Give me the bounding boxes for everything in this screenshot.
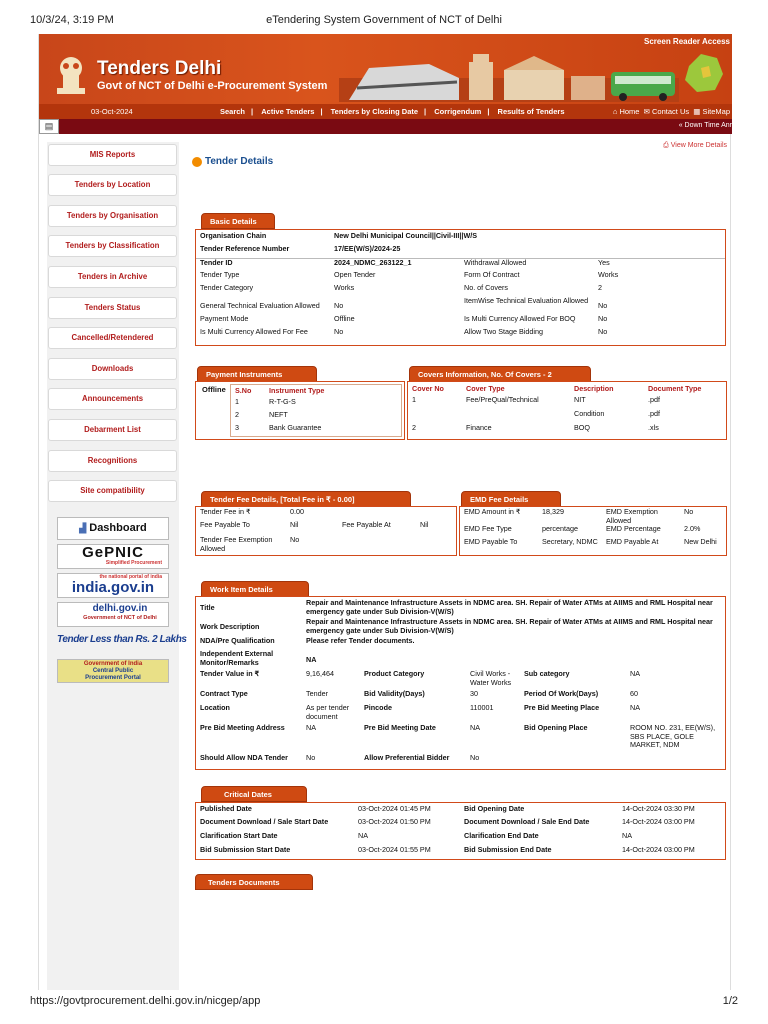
cover-type-header: Cover Type bbox=[466, 384, 505, 393]
nav-sep: | bbox=[251, 107, 254, 116]
screen-reader-link[interactable]: Screen Reader Access bbox=[644, 37, 730, 46]
doc-download-start-label: Document Download / Sale Start Date bbox=[200, 817, 329, 826]
payment-mode-label: Payment Mode bbox=[200, 314, 249, 323]
tender-ref-value: 17/EE(W/S)/2024-25 bbox=[334, 244, 401, 253]
instrument-type: R-T-G-S bbox=[269, 397, 296, 406]
cover-description: NIT bbox=[574, 395, 586, 404]
sidebar-item-tenders-status[interactable]: Tenders Status bbox=[48, 297, 177, 319]
tender-type-label: Tender Type bbox=[200, 270, 240, 279]
iem-value: NA bbox=[306, 654, 317, 664]
payment-instruments-tab: Payment Instruments bbox=[197, 366, 317, 382]
sub-category-label: Sub category bbox=[524, 669, 570, 678]
work-item-tab: Work Item Details bbox=[201, 581, 309, 597]
clarification-end-label: Clarification End Date bbox=[464, 831, 539, 840]
cover-type: Fee/PreQual/Technical bbox=[466, 395, 539, 404]
fee-payable-at-label: Fee Payable At bbox=[342, 520, 391, 529]
emd-amount-label: EMD Amount in ₹ bbox=[464, 507, 521, 516]
description-header: Description bbox=[574, 384, 614, 393]
delhi-gov-wordmark: delhi.gov.in bbox=[92, 603, 148, 614]
doc-download-end-value: 14-Oct-2024 03:00 PM bbox=[622, 817, 695, 826]
instrument-sno: 1 bbox=[235, 397, 239, 406]
bid-submission-end-value: 14-Oct-2024 03:00 PM bbox=[622, 845, 695, 854]
fee-payable-to-value: Nil bbox=[290, 520, 299, 529]
instrument-type-header: Instrument Type bbox=[269, 386, 325, 395]
cover-doc-type: .pdf bbox=[648, 409, 660, 418]
clarification-end-value: NA bbox=[622, 831, 632, 840]
payment-instruments-panel bbox=[195, 381, 405, 440]
nav-sep: | bbox=[487, 107, 490, 116]
emd-payable-to-value: Secretary, NDMC bbox=[542, 537, 598, 546]
cover-no: 1 bbox=[412, 395, 416, 404]
nav-sep: | bbox=[424, 107, 427, 116]
multi-currency-boq-label: Is Multi Currency Allowed For BOQ bbox=[464, 314, 576, 323]
instrument-sno: 3 bbox=[235, 423, 239, 432]
nda-tender-label: Should Allow NDA Tender bbox=[200, 753, 288, 762]
india-gov-wordmark: india.gov.in bbox=[71, 579, 155, 596]
ticker-text: « Down Time Anr bbox=[678, 122, 732, 129]
delhi-map-icon bbox=[679, 48, 729, 98]
emblem-icon bbox=[53, 52, 89, 96]
nav-sep: | bbox=[320, 107, 323, 116]
work-description-label: Work Description bbox=[200, 622, 260, 632]
sidebar-item-downloads[interactable]: Downloads bbox=[48, 358, 177, 380]
delhi-gov-logo-link[interactable] bbox=[57, 602, 169, 627]
itemwise-eval-label: ItemWise Technical Evaluation Allowed bbox=[464, 296, 589, 305]
sitemap-icon: ▦ bbox=[693, 107, 701, 116]
sub-category-value: NA bbox=[630, 669, 640, 678]
fee-exemption-label: Tender Fee Exemption Allowed bbox=[200, 535, 273, 553]
nav-corrigendum-link[interactable]: Corrigendum bbox=[434, 107, 482, 116]
emd-fee-tab: EMD Fee Details bbox=[461, 491, 561, 507]
cppp-logo-link[interactable] bbox=[57, 659, 169, 683]
india-gov-tagline: the national portal of india bbox=[99, 574, 162, 580]
critical-dates-panel bbox=[195, 802, 726, 860]
clarification-start-value: NA bbox=[358, 831, 368, 840]
basic-details-panel bbox=[195, 229, 726, 346]
nav-home-link[interactable]: Home bbox=[619, 107, 640, 116]
cover-no: 2 bbox=[412, 423, 416, 432]
nav-search-link[interactable]: Search bbox=[220, 107, 246, 116]
chart-icon: ▟ bbox=[79, 523, 87, 533]
ticker-bar bbox=[39, 119, 732, 134]
sno-header: S.No bbox=[235, 386, 252, 395]
pre-bid-address-value: NA bbox=[306, 723, 316, 732]
clarification-start-label: Clarification Start Date bbox=[200, 831, 278, 840]
work-title-value: Repair and Maintenance Infrastructure Assets in NDMC area. SH. Repair of Water ATMs at AIIMS and RML Hospital near emergency gate under Sub Division-V(W/S) bbox=[306, 598, 713, 616]
sidebar-item-announcements[interactable]: Announcements bbox=[48, 388, 177, 410]
multi-currency-fee-label: Is Multi Currency Allowed For Fee bbox=[200, 327, 308, 336]
print-page-number: 1/2 bbox=[722, 995, 738, 1007]
view-more-details-link[interactable] bbox=[663, 142, 727, 150]
preferential-bidder-value: No bbox=[470, 753, 480, 762]
cover-doc-type: .pdf bbox=[648, 395, 660, 404]
nav-contact-link[interactable]: Contact Us bbox=[652, 107, 690, 116]
cover-doc-type: .xls bbox=[648, 423, 659, 432]
sidebar-item-recognitions[interactable]: Recognitions bbox=[48, 450, 177, 472]
location-label: Location bbox=[200, 703, 230, 712]
org-chain-label: Organisation Chain bbox=[200, 231, 267, 240]
gepnic-wordmark: GePNIC bbox=[82, 544, 144, 561]
bid-submission-start-value: 03-Oct-2024 01:55 PM bbox=[358, 845, 431, 854]
sidebar-item-debarment-list[interactable]: Debarment List bbox=[48, 419, 177, 441]
instrument-type: NEFT bbox=[269, 410, 288, 419]
emd-percentage-label: EMD Percentage bbox=[606, 524, 661, 533]
tender-ref-label: Tender Reference Number bbox=[200, 244, 290, 253]
mail-icon: ✉ bbox=[643, 107, 650, 116]
emd-payable-to-label: EMD Payable To bbox=[464, 537, 518, 546]
work-title-label: Title bbox=[200, 603, 215, 613]
page-title: Tender Details bbox=[205, 156, 274, 167]
contract-type-label: Contract Type bbox=[200, 689, 248, 698]
bid-opening-place-label: Bid Opening Place bbox=[524, 723, 588, 732]
no-covers-label: No. of Covers bbox=[464, 283, 508, 292]
pre-bid-date-label: Pre Bid Meeting Date bbox=[364, 723, 436, 732]
iem-label: Independent External Monitor/Remarks bbox=[200, 649, 274, 667]
emd-fee-type-label: EMD Fee Type bbox=[464, 524, 512, 533]
pre-bid-place-label: Pre Bid Meeting Place bbox=[524, 703, 600, 712]
site-subtitle: Govt of NCT of Delhi e-Procurement System bbox=[97, 80, 328, 92]
cppp-line1: Government of India bbox=[83, 661, 143, 667]
multi-currency-boq-value: No bbox=[598, 314, 608, 323]
contract-type-value: Tender bbox=[306, 689, 328, 698]
dashboard-logo-link[interactable] bbox=[57, 517, 169, 540]
emd-amount-value: 18,329 bbox=[542, 507, 564, 516]
nav-active-tenders-link[interactable]: Active Tenders bbox=[261, 107, 315, 116]
print-url: https://govtprocurement.delhi.gov.in/nicgep/app bbox=[30, 995, 261, 1007]
home-icon: ⌂ bbox=[612, 107, 618, 116]
nda-value: Please refer Tender documents. bbox=[306, 636, 415, 645]
tender-fee-value: 0.00 bbox=[290, 507, 304, 516]
sidebar-item-tenders-by-classification[interactable]: Tenders by Classification bbox=[48, 235, 177, 257]
tender-fee-tab: Tender Fee Details, [Total Fee in ₹ - 0.00] bbox=[201, 491, 411, 507]
emd-exemption-label: EMD Exemption Allowed bbox=[606, 507, 658, 525]
sidebar-item-tenders-by-organisation[interactable]: Tenders by Organisation bbox=[48, 205, 177, 227]
cover-no bbox=[408, 410, 462, 424]
sidebar-item-tenders-by-location[interactable]: Tenders by Location bbox=[48, 174, 177, 196]
instrument-sno: 2 bbox=[235, 410, 239, 419]
product-category-value: Civil Works - Water Works bbox=[470, 669, 512, 687]
emd-exemption-value: No bbox=[684, 507, 694, 516]
gen-tech-eval-value: No bbox=[334, 300, 344, 310]
product-category-label: Product Category bbox=[364, 669, 425, 678]
pincode-label: Pincode bbox=[364, 703, 392, 712]
covers-info-tab: Covers Information, No. Of Covers - 2 bbox=[409, 366, 591, 382]
print-title: eTendering System Government of NCT of Delhi bbox=[266, 14, 502, 26]
cover-type bbox=[462, 410, 570, 424]
calendar-icon[interactable]: ▤ bbox=[39, 119, 59, 134]
nav-closing-date-link[interactable]: Tenders by Closing Date bbox=[330, 107, 419, 116]
withdrawal-label: Withdrawal Allowed bbox=[464, 257, 527, 267]
site-banner bbox=[39, 34, 732, 104]
nav-results-link[interactable]: Results of Tenders bbox=[497, 107, 565, 116]
tender-documents-tab: Tenders Documents bbox=[195, 874, 313, 890]
cover-no-header: Cover No bbox=[412, 384, 444, 393]
published-date-label: Published Date bbox=[200, 804, 252, 813]
period-of-work-label: Period Of Work(Days) bbox=[524, 689, 599, 698]
instrument-type: Bank Guarantee bbox=[269, 423, 322, 432]
cover-description: BOQ bbox=[574, 423, 590, 432]
fee-payable-to-label: Fee Payable To bbox=[200, 520, 250, 529]
location-value: As per tender document bbox=[306, 703, 350, 721]
tender-category-value: Works bbox=[334, 283, 355, 292]
cover-type: Finance bbox=[466, 423, 492, 432]
bid-opening-date-label: Bid Opening Date bbox=[464, 804, 525, 813]
tender-id-value: 2024_NDMC_263122_1 bbox=[334, 257, 412, 267]
withdrawal-value: Yes bbox=[598, 257, 610, 267]
payment-mode-value: Offline bbox=[334, 314, 355, 323]
sidebar-item-mis-reports[interactable]: MIS Reports bbox=[48, 144, 177, 166]
tender-category-label: Tender Category bbox=[200, 283, 254, 292]
document-type-header: Document Type bbox=[648, 384, 702, 393]
bid-opening-place-value: ROOM NO. 231, EE(W/S), SBS PLACE, GOLE MARKET, NDM bbox=[630, 723, 716, 749]
gepnic-tagline: Simplified Procurement bbox=[105, 560, 162, 566]
published-date-value: 03-Oct-2024 01:45 PM bbox=[358, 804, 431, 813]
nav-date: 03-Oct-2024 bbox=[91, 107, 133, 116]
dashboard-label: Dashboard bbox=[89, 522, 147, 534]
sidebar-item-cancelled-retendered[interactable]: Cancelled/Retendered bbox=[48, 327, 177, 349]
emd-fee-panel bbox=[459, 506, 727, 556]
emd-percentage-value: 2.0% bbox=[684, 524, 701, 533]
tender-less-2-lakhs-link[interactable]: Tender Less than Rs. 2 Lakhs bbox=[57, 634, 187, 645]
covers-info-panel bbox=[407, 381, 727, 440]
nda-label: NDA/Pre Qualification bbox=[200, 636, 275, 645]
itemwise-eval-value: No bbox=[598, 300, 608, 310]
pre-bid-date-value: NA bbox=[470, 723, 480, 732]
tender-fee-panel bbox=[195, 506, 457, 556]
doc-download-start-value: 03-Oct-2024 01:50 PM bbox=[358, 817, 431, 826]
bid-validity-value: 30 bbox=[470, 689, 478, 698]
sidebar-item-site-compatibility[interactable]: Site compatibility bbox=[48, 480, 177, 502]
doc-download-end-label: Document Download / Sale End Date bbox=[464, 817, 590, 826]
app-window bbox=[38, 34, 731, 990]
bid-opening-date-value: 14-Oct-2024 03:30 PM bbox=[622, 804, 695, 813]
print-datetime: 10/3/24, 3:19 PM bbox=[30, 14, 114, 26]
critical-dates-tab: Critical Dates bbox=[201, 786, 307, 802]
emd-fee-type-value: percentage bbox=[542, 524, 578, 533]
tender-value-value: 9,16,464 bbox=[306, 669, 334, 678]
pre-bid-address-label: Pre Bid Meeting Address bbox=[200, 723, 285, 732]
tender-type-value: Open Tender bbox=[334, 270, 376, 279]
no-covers-value: 2 bbox=[598, 283, 602, 292]
delhi-gov-tagline: Government of NCT of Delhi bbox=[83, 615, 157, 621]
two-stage-value: No bbox=[598, 327, 608, 336]
preferential-bidder-label: Allow Preferential Bidder bbox=[364, 753, 450, 762]
bullet-icon bbox=[192, 157, 202, 167]
basic-details-tab: Basic Details bbox=[201, 213, 275, 229]
fee-exemption-value: No bbox=[290, 535, 300, 544]
multi-currency-fee-value: No bbox=[334, 327, 344, 336]
nda-tender-value: No bbox=[306, 753, 316, 762]
pincode-value: 110001 bbox=[470, 703, 494, 712]
cover-description: Condition bbox=[574, 409, 605, 418]
sidebar bbox=[47, 142, 187, 990]
cppp-line3: Procurement Portal bbox=[85, 675, 141, 681]
tender-fee-label: Tender Fee in ₹ bbox=[200, 507, 251, 516]
gen-tech-eval-label: General Technical Evaluation Allowed bbox=[200, 300, 320, 310]
site-title: Tenders Delhi bbox=[97, 58, 222, 79]
work-item-panel bbox=[195, 596, 726, 770]
period-of-work-value: 60 bbox=[630, 689, 638, 698]
bid-submission-start-label: Bid Submission Start Date bbox=[200, 845, 291, 854]
work-description-value: Repair and Maintenance Infrastructure Assets in NDMC area. SH. Repair of Water ATMs at AIIMS and RML Hospital near emergency gate under Sub Division-V(W/S) bbox=[306, 617, 713, 635]
sidebar-item-tenders-in-archive[interactable]: Tenders in Archive bbox=[48, 266, 177, 288]
bid-submission-end-label: Bid Submission End Date bbox=[464, 845, 552, 854]
tender-id-label: Tender ID bbox=[200, 257, 233, 267]
india-gov-logo-link[interactable] bbox=[57, 573, 169, 598]
pre-bid-place-value: NA bbox=[630, 703, 640, 712]
bid-validity-label: Bid Validity(Days) bbox=[364, 689, 425, 698]
fee-payable-at-value: Nil bbox=[420, 520, 429, 529]
form-contract-value: Works bbox=[598, 270, 619, 279]
tender-value-label: Tender Value in ₹ bbox=[200, 669, 260, 678]
emd-payable-at-value: New Delhi bbox=[684, 537, 717, 546]
delhi-landmarks-illustration bbox=[339, 48, 679, 102]
payment-mode-offline: Offline bbox=[202, 385, 226, 394]
gepnic-logo-link[interactable] bbox=[57, 544, 169, 569]
emd-payable-at-label: EMD Payable At bbox=[606, 537, 659, 546]
top-nav bbox=[39, 104, 732, 119]
nav-sitemap-link[interactable]: SiteMap bbox=[702, 107, 730, 116]
view-more-label: View More Details bbox=[670, 142, 727, 149]
form-contract-label: Form Of Contract bbox=[464, 270, 520, 279]
print-icon: ⎙ bbox=[663, 142, 669, 149]
two-stage-label: Allow Two Stage Bidding bbox=[464, 327, 543, 336]
cppp-line2: Central Public bbox=[92, 668, 134, 674]
org-chain-value: New Delhi Municipal Council||Civil-III||W/S bbox=[334, 231, 478, 240]
